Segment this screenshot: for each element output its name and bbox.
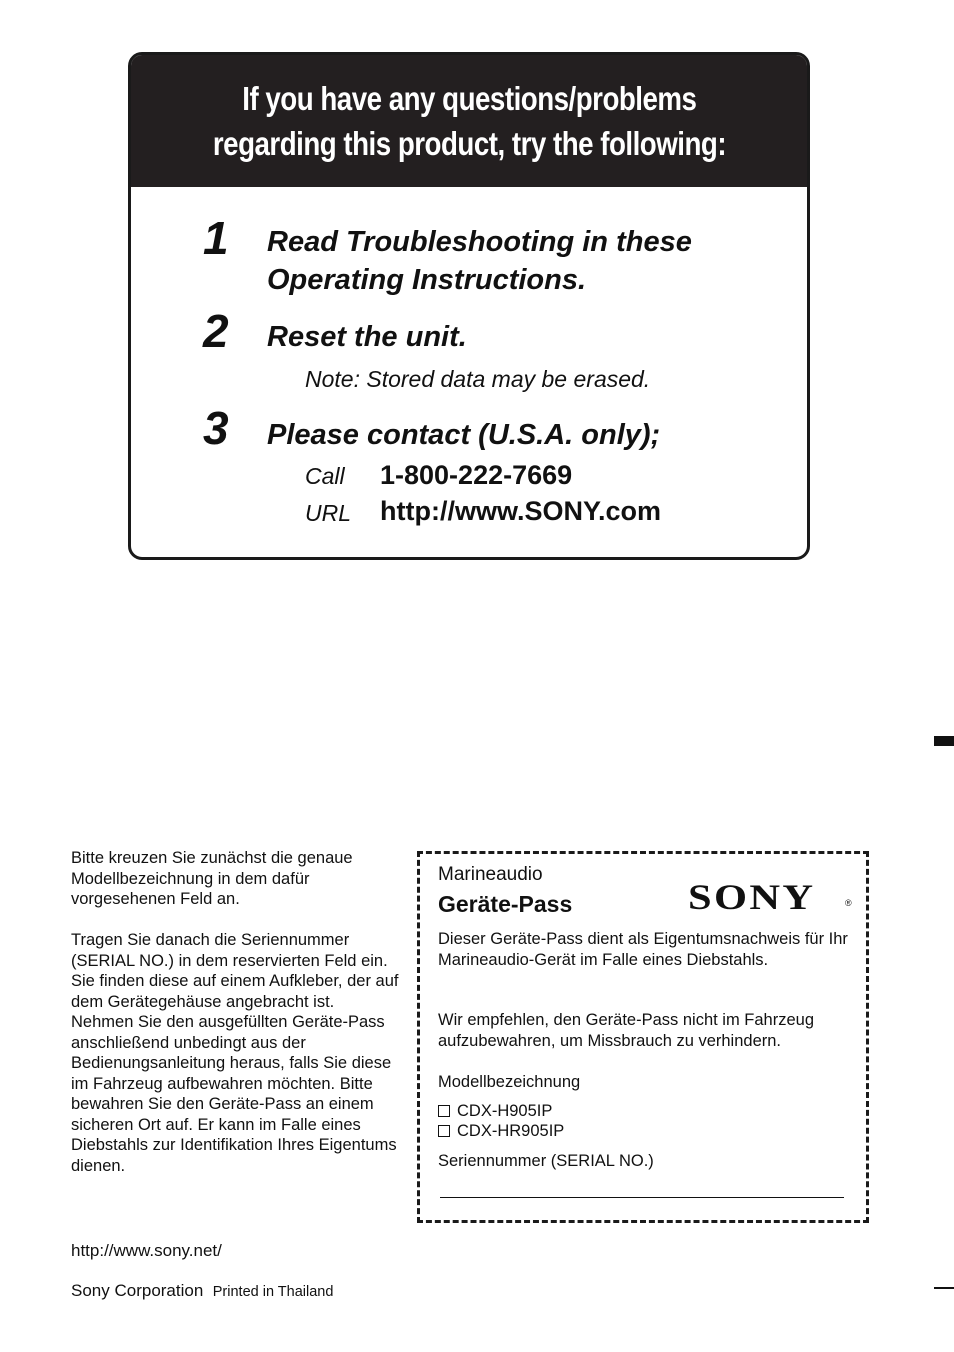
edge-marker-line [934, 1287, 954, 1289]
help-header [131, 55, 807, 187]
model-option-1[interactable] [438, 1101, 858, 1122]
edge-marker-block [934, 736, 954, 746]
pass-title: Geräte-Pass [438, 891, 573, 917]
website-link[interactable]: http://www.sony.net/ [71, 1241, 222, 1260]
step3-text: Please contact (U.S.A. only); [267, 419, 661, 451]
company-name: Sony Corporation [71, 1281, 204, 1300]
pass-category: Marineaudio [438, 864, 543, 885]
checkbox-icon[interactable] [438, 1105, 450, 1117]
pass-paragraph-2: Wir empfehlen, den Geräte-Pass nicht im Fahrzeug aufzubewahren, um Missbrauch zu verhindern. [438, 1011, 814, 1050]
serial-input-line[interactable] [440, 1197, 844, 1198]
model-label: Modellbezeichnung [438, 1073, 581, 1091]
step2-note: Note: Stored data may be erased. [305, 366, 651, 392]
pass-paragraph-1: Dieser Geräte-Pass dient als Eigentumsnachweis für Ihr Marineaudio-Gerät im Falle eines Diebstahls. [438, 930, 848, 969]
serial-label: Seriennummer (SERIAL NO.) [438, 1152, 654, 1170]
step2-number: 2 [203, 305, 229, 357]
printed-in: Printed in Thailand [212, 1284, 334, 1300]
model-name: CDX-H905IP [457, 1102, 553, 1120]
checkbox-icon[interactable] [438, 1125, 450, 1137]
instruction-paragraph-2: Tragen Sie danach die Seriennummer (SERIAL NO.) in dem reservierten Feld ein. Sie finden diese auf einem Aufkleber, der auf dem Gerätegehäuse angebracht ist. Nehmen Sie den ausgefüllten Geräte-Pass anschließend unbedingt aus der Bedienungsanleitung heraus, falls Sie diese im Fahrzeug aufbewahren möchten. Bitte bewahren Sie den Geräte-Pass an einem sicheren Ort auf. Er kann im Falle eines Diebstahls zur Identifikation Ihres Eigentums dienen. [71, 931, 399, 1175]
help-title-line1: If you have any questions/problems [241, 80, 697, 117]
call-label: Call [305, 463, 345, 489]
help-title-line2: regarding this product, try the following: [212, 125, 726, 162]
geraete-pass-card [417, 851, 869, 1223]
sony-logo: SONY [688, 877, 816, 917]
help-box [128, 52, 810, 560]
url-label: URL [305, 500, 352, 526]
step2-text: Reset the unit. [267, 321, 467, 353]
call-number: 1-800-222-7669 [380, 460, 573, 490]
step3-number: 3 [203, 402, 229, 454]
step1-line2: Operating Instructions. [267, 264, 587, 296]
registered-mark: ® [845, 898, 852, 908]
url-link[interactable]: http://www.SONY.com [380, 496, 662, 526]
model-option-2[interactable] [438, 1121, 858, 1142]
instruction-paragraph-1: Bitte kreuzen Sie zunächst die genaue Modellbezeichnung in dem dafür vorgesehenen Feld an. [71, 849, 353, 908]
step1-number: 1 [203, 212, 229, 264]
step1-line1: Read Troubleshooting in these [267, 226, 692, 258]
model-name: CDX-HR905IP [457, 1122, 565, 1140]
